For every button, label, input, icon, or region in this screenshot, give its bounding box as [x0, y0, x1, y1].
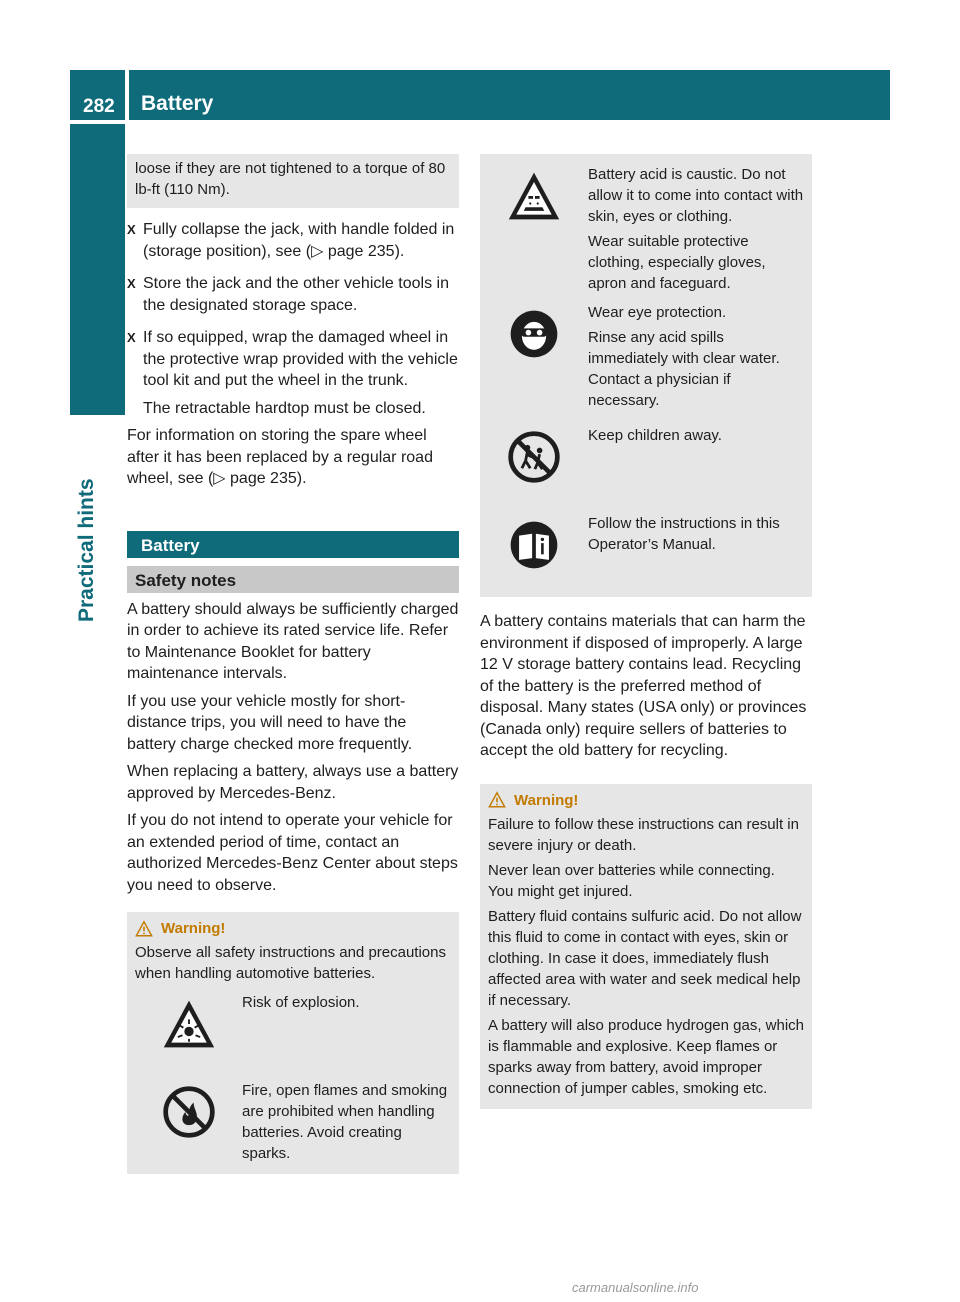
icon-cell — [480, 302, 588, 411]
step-marker: X — [127, 222, 136, 237]
step-item — [127, 327, 459, 392]
side-tab-label: Practical hints — [75, 478, 98, 622]
icon-cell — [480, 425, 588, 485]
side-tab — [70, 124, 125, 415]
warning-paragraph: Failure to follow these instructions can result in severe injury or death. — [488, 815, 799, 854]
page-number: 282 — [70, 70, 125, 120]
keep-children-away-icon — [506, 429, 562, 485]
warning-paragraph: Never lean over batteries while connecting. You might get injured. — [488, 861, 775, 900]
children-row — [480, 425, 804, 485]
caustic-icon — [506, 168, 562, 224]
children-text: Keep children away. — [588, 427, 722, 444]
right-column — [480, 154, 812, 1109]
warning-text: Observe all safety instructions and precautions when handling automotive batteries. — [135, 944, 446, 982]
warning-triangle-icon — [488, 791, 506, 809]
icon-cell — [135, 992, 242, 1052]
warning-triangle-icon — [135, 920, 153, 938]
read-manual-icon — [506, 517, 562, 573]
step-marker: X — [127, 276, 136, 291]
eye-line: Rinse any acid spills immediately with clear water. Contact a physician if necessary. — [588, 329, 780, 409]
explosion-icon — [161, 996, 217, 1052]
warning-box — [127, 912, 459, 1174]
icon-cell — [135, 1080, 242, 1164]
environment-paragraph: A battery contains materials that can harm the environment if disposed of improperly. A large 12 V storage battery contains lead. Recycling of the battery is the preferred method of disposal. Many states (USA only) or provinces (Canada only) require sellers of batteries to accept the old battery for recycling. — [480, 613, 807, 759]
hazard-icons-box — [480, 154, 812, 597]
icon-cell — [480, 164, 588, 294]
step-marker: X — [127, 330, 136, 345]
spare-wheel-paragraph: For information on storing the spare wheel after it has been replaced by a regular road wheel, see (▷ page 235). — [127, 427, 433, 487]
body-paragraph: A battery should always be sufficiently charged in order to achieve its rated service life. Refer to Maintenance Booklet for battery maintenance intervals. — [127, 600, 459, 682]
caustic-line: Battery acid is caustic. Do not allow it to come into contact with skin, eyes or clothing. — [588, 166, 804, 225]
explosion-row — [135, 992, 451, 1052]
fire-row — [135, 1080, 451, 1164]
caustic-text — [588, 164, 804, 294]
subsection-title: Safety notes — [127, 566, 459, 593]
eye-row — [480, 302, 804, 411]
warning-paragraph: Battery fluid contains sulfuric acid. Do not allow this fluid to come in contact with eyes, skin or clothing. In case it does, immediately flush affected area with water and seek medical help if necessary. — [488, 907, 802, 1009]
left-column — [127, 154, 459, 1174]
step-text: Fully collapse the jack, with handle folded in (storage position), see (▷ page 235). — [143, 221, 455, 260]
manual-text: Follow the instructions in this Operator’s Manual. — [588, 515, 780, 553]
eye-line: Wear eye protection. — [588, 304, 727, 321]
page-title: Battery — [129, 70, 890, 120]
watermark: carmanualsonline.info — [572, 1280, 699, 1295]
warning-heading — [135, 918, 451, 939]
body-paragraph: If you do not intend to operate your vehicle for an extended period of time, contact an authorized Mercedes-Benz Center about steps you need to observe. — [127, 812, 458, 894]
body-paragraph: When replacing a battery, always use a battery approved by Mercedes-Benz. — [127, 763, 459, 802]
warning-title: Warning! — [161, 920, 226, 937]
eye-protection-icon — [506, 306, 562, 362]
eye-text — [588, 302, 804, 411]
warning-paragraph: A battery will also produce hydrogen gas, which is flammable and explosive. Keep flames or sparks away from battery, avoid improper connection of jumper cables, smoking etc. — [488, 1016, 805, 1097]
caustic-line: Wear suitable protective clothing, especially gloves, apron and faceguard. — [588, 233, 766, 292]
fire-text: Fire, open flames and smoking are prohibited when handling batteries. Avoid creating sparks. — [242, 1082, 448, 1162]
body-paragraph: If you use your vehicle mostly for short-distance trips, you will need to have the battery charge checked more frequently. — [127, 692, 413, 753]
warning-box — [480, 784, 812, 1109]
warning-heading — [488, 790, 804, 811]
step-note: The retractable hardtop must be closed. — [143, 399, 426, 417]
step-item — [127, 273, 459, 316]
icon-cell — [480, 513, 588, 573]
step-item — [127, 219, 459, 262]
explosion-text: Risk of explosion. — [242, 994, 360, 1011]
intro-box: loose if they are not tightened to a torque of 80 lb-ft (110 Nm). — [127, 154, 459, 208]
no-fire-icon — [161, 1084, 217, 1140]
step-text: If so equipped, wrap the damaged wheel in the protective wrap provided with the vehicle tool kit and put the wheel in the trunk. — [143, 329, 458, 389]
step-text: Store the jack and the other vehicle tools in the designated storage space. — [143, 275, 449, 314]
caustic-row — [480, 164, 804, 294]
warning-title: Warning! — [514, 791, 579, 809]
section-title: Battery — [127, 531, 459, 558]
manual-row — [480, 513, 804, 573]
